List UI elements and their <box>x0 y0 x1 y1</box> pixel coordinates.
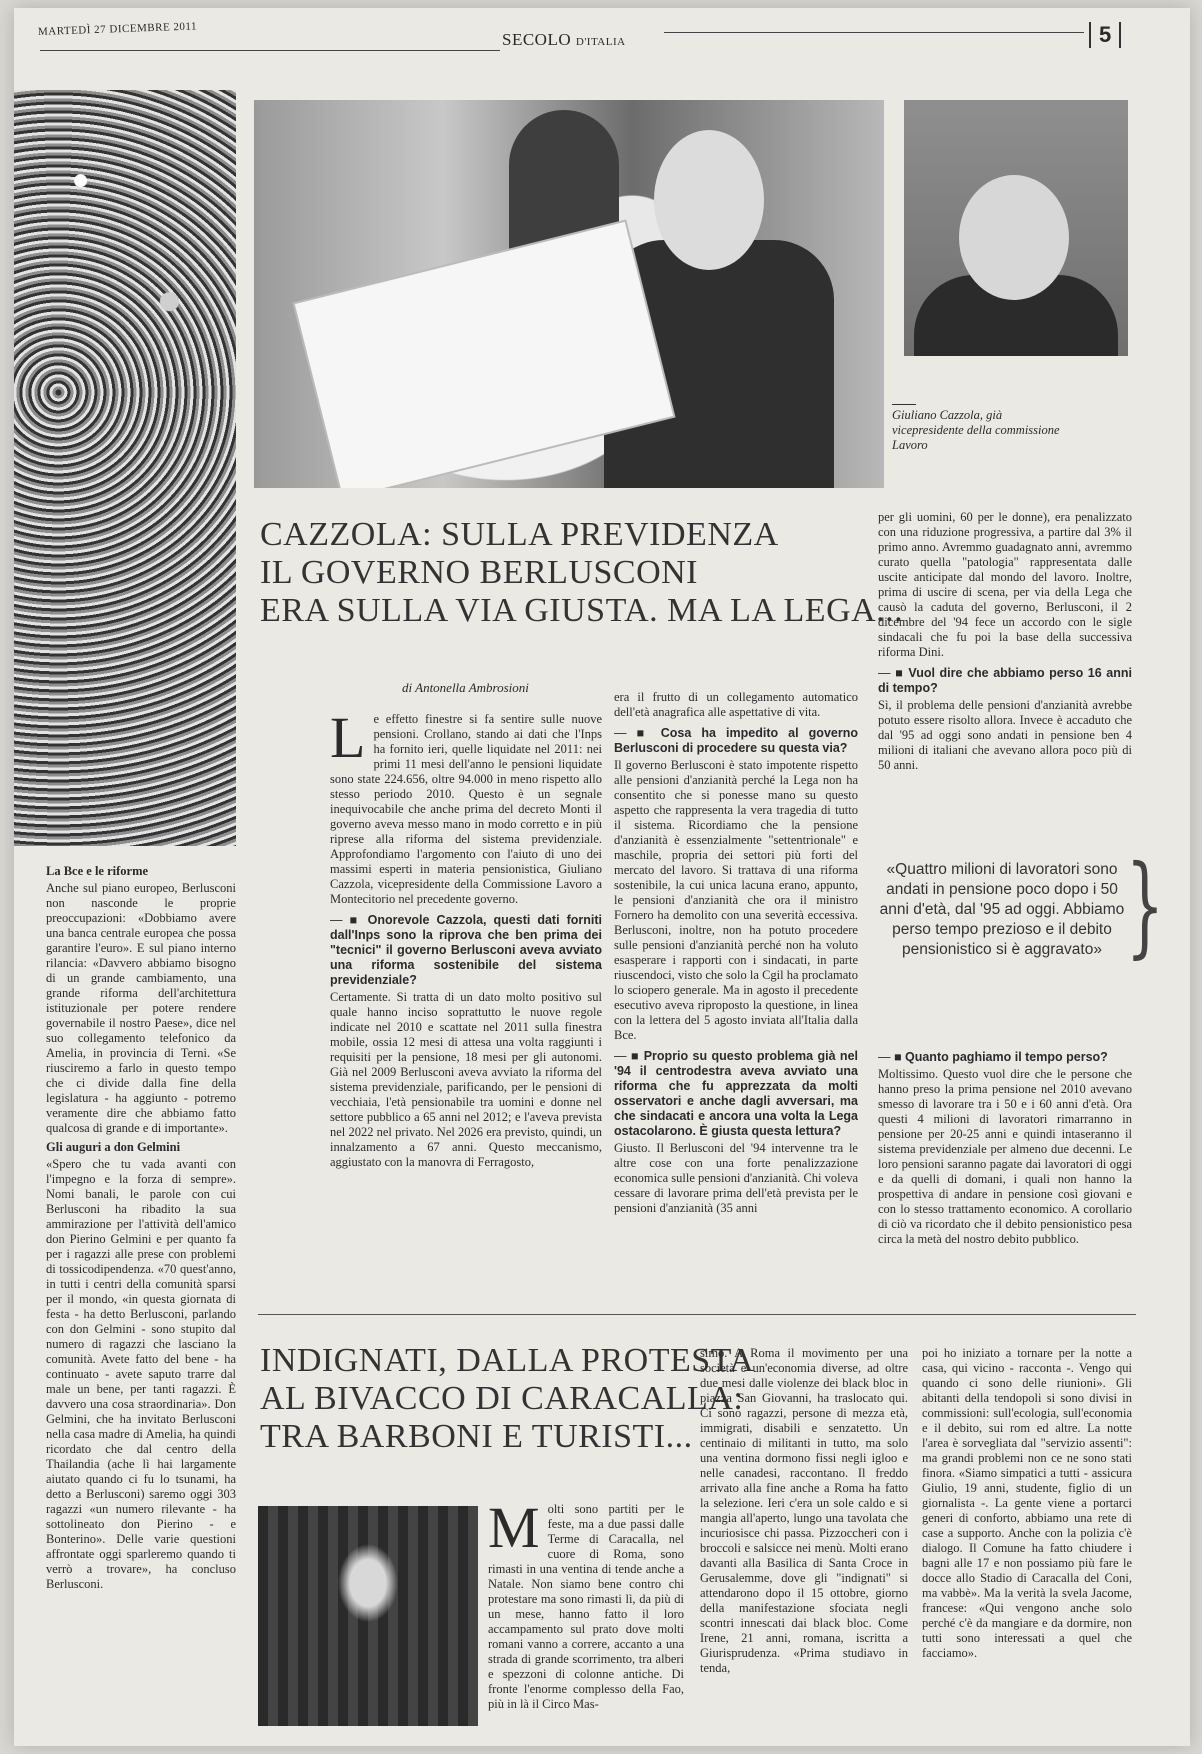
headline-line: AL BIVACCO DI CARACALLA: <box>260 1380 744 1417</box>
crowd-photo <box>14 90 236 846</box>
cazzola-portrait <box>904 100 1128 356</box>
article-paragraph: e effetto finestre si fa sentire sulle nuove pensioni. Crollano, stando ai dati che l'Inps ha fornito ieri, quelle liquidate nel 2011: nei primi 11 mesi dell'anno le pensioni liquidate sono state 224.656, oltre 94.000 in meno rispetto allo stesso periodo 2010. Questo è un segnale inequivocabile che anche prima del decreto Monti il governo aveva messo mano in modo corretto e in più riprese alla riforma del sistema previdenziale. Approfondiamo l'argomento con l'aiuto di uno dei massimi esperti in materia pensionistica, Giuliano Cazzola, vicepresidente della Commissione Lavoro a Montecitorio nel precedente governo. <box>330 712 602 906</box>
article1-column-3-bottom <box>878 1044 1132 1249</box>
interview-question: — ■ Vuol dire che abbiamo perso 16 anni di tempo? <box>878 666 1132 696</box>
newspaper-page <box>14 8 1190 1746</box>
page-number: 5 <box>1089 22 1121 48</box>
photo-caption: Giuliano Cazzola, già vicepresidente della commissione Lavoro <box>892 408 1060 452</box>
left-subhead-bce: La Bce e le riforme <box>46 864 149 878</box>
article-paragraph: Sì, il problema delle pensioni d'anzianità avrebbe potuto essere risolto allora. Invece è accaduto che dal '95 ad oggi sono andati in pensione ben 4 milioni di italiani che avevano allora poco più di 50 anni. <box>878 698 1132 772</box>
dropcap: L <box>330 705 366 770</box>
caption-rule <box>892 404 916 405</box>
headline-line: CAZZOLA: SULLA PREVIDENZA <box>260 516 779 553</box>
night-camp-photo <box>258 1506 478 1726</box>
newspaper-title-small: D'ITALIA <box>575 36 626 48</box>
section-divider <box>258 1314 1136 1315</box>
newspaper-title <box>502 30 626 50</box>
pull-quote: «Quattro milioni di lavoratori sono andati in pensione poco dopo i 50 anni d'età, dal '95 ad oggi. Abbiamo perso tempo prezioso e il debito pensionistico si è aggravato» <box>879 861 1125 958</box>
article1-headline <box>260 516 903 630</box>
article-paragraph: era il frutto di un collegamento automatico dell'età anagrafica alle aspettative di vita. <box>614 690 858 719</box>
headline-line: INDIGNATI, DALLA PROTESTA <box>260 1342 755 1379</box>
issue-date: MARTEDÌ 27 DICEMBRE 2011 <box>37 20 198 38</box>
woman-reading-photo <box>254 100 884 488</box>
article2-column-2 <box>700 1346 908 1678</box>
left-paragraph: «Spero che tu vada avanti con l'impegno e la forza di sempre». Nomi banali, le parole con cui Berlusconi ha ribadito la sua ammirazione per l'attività dell'amico don Pierino Gelmini e per quanto fa per i ragazzi alle prese con problemi di tossicodipendenza. «70 quest'anno, in tutti i centri della comunità sparsi per il mondo, «in questa giornata di festa - ha detto Berlusconi, parlando con don Gelmini - sono stupito dal numero di ragazzi che lasciano la comunità. Avete fatto del bene - ha continuato - avete saputo trarre dal male un bene, per tanti ragazzi. È davvero una cosa straordinaria». Don Gelmini, che ha invitato Berlusconi nella casa madre di Amelia, ha quindi ricordato che dal centro della Thailandia (ache lì hai largamente aiutato quando ci fu lo tsunami, ha detto a Berlusconi) saremo oggi 303 ragazzi «un numero rilevante - ha sottolineato don Pierino - e Bonterino». Delle varie questioni affrontate oggi sparleremo quando ti verrò a trovare», ha concluso Berlusconi. <box>46 1157 236 1591</box>
interview-question: — ■ Cosa ha impedito al governo Berlusconi di procedere su questa via? <box>614 726 858 756</box>
article-paragraph: poi ho iniziato a tornare per la notte a casa, qui vicino - racconta -. Vengo qui quando ci sono delle riunioni». Gli abitanti della tendopoli si sono divisi in commissioni: sull'ecologia, sull'economia e il debito, sui rom ed altre. La notte l'area è sorvegliata dal "servizio assenti": ma grandi problemi non ce ne sono stati finora. «Siamo simpatici a tutti - assicura Giulio, 19 anni, studente, figlio di un giornalista -. La gente viene a portarci generi di conforto, abbiamo una rete di case a supporto. Anche con la polizia c'è dialogo. Il Comune ha fatto chiudere i bagni alle 17 e non possiamo più fare le docce allo Stadio di Caracalla del Coni, ma vabbè». Ma la verità la svela Jacome, francese: «Qui vengono anche solo perché c'è da mangiare e da dormire, non tutti sono interessati a quel che facciamo». <box>922 1346 1132 1660</box>
article-paragraph: Certamente. Si tratta di un dato molto positivo sul quale hanno inciso soprattutto le nuove regole indicate nel 2010 e scattate nel 2011 sulla finestra mobile, ossia 12 mesi di attesa una volta raggiunti i requisiti per la pensione, 18 mesi per gli autonomi. Già nel 2009 Berlusconi aveva avviato la riforma del sistema previdenziale, parificando, per le pensioni di vecchiaia, l'età pensionabile tra uomini e donne nel settore pubblico a 65 anni nel 2012; e l'aveva prevista nel 2022 nel privato. Nel 2026 era previsto, quindi, un innalzamento a 67 anni. Questo meccanismo, aggiustato con la manovra di Ferragosto, <box>330 990 602 1169</box>
headline-line: ERA SULLA VIA GIUSTA. MA LA LEGA... <box>260 592 904 629</box>
header-rule-left <box>40 50 500 51</box>
article-paragraph: olti sono partiti per le feste, ma a due passi dalle Terme di Caracalla, nel cuore di Roma, sono rimasti in una ventina di tende anche a Natale. Non siamo bene contro chi protestare ma sono rimasti lì, da più di un mese, hanno fatto il loro accampamento sul prato dove molti romani vanno a correre, accanto a una strada di grande scorrimento, tra alberi e spezzoni di colonne antiche. Di fronte l'enorme complesso della Fao, più in là il Circo Mas- <box>488 1502 684 1711</box>
portrait-head <box>959 175 1069 300</box>
article1-column-1 <box>330 705 602 1172</box>
left-subhead-gelmini: Gli auguri a don Gelmini <box>46 1140 181 1154</box>
article-paragraph: Moltissimo. Questo vuol dire che le persone che hanno preso la prima pensione nel 2010 avevano smesso di lavorare tra i 50 e i 60 anni d'età. Ora questi 4 milioni di lavoratori rimarranno in pensione per 20-25 anni e quindi intaseranno il sistema previdenziale per almeno due decenni. Le loro pensioni saranno pagate dai lavoratori di oggi e da quelli di domani, i quali non hanno la prospettiva di andare in pensione così giovani e con lo stesso trattamento economico. A corollario di ciò va ricordato che il debito pensionistico pesa circa la metà del nostro debito pubblico. <box>878 1067 1132 1246</box>
newspaper-title-main: SECOLO <box>502 30 572 49</box>
byline: di Antonella Ambrosioni <box>402 680 529 695</box>
interview-question: — ■ Proprio su questo problema già nel '94 il centrodestra aveva avviato una riforma che fu apprezzata da molti osservatori e anche dagli avversari, ma che sindacati e ancora una volta la Lega ostacolarono. È giusta questa lettura? <box>614 1049 858 1139</box>
left-paragraph: Anche sul piano europeo, Berlusconi non nasconde le proprie preoccupazioni: «Dobbiamo avere una banca centrale europea che possa garantire l'euro». E sul piano interno rilancia: «Davvero abbiamo bisogno di un grande cambiamento, una grande riforma dell'architettura istituzionale per potere rendere governabile il nostro Paese», dice nel suo collegamento telefonico da Amelia, in provincia di Terni. «Se riusciremo a farlo in questo tempo che ci divide dalla fine della legislatura - ha aggiunto - potremo veramente dire che abbiamo fatto qualcosa di grande e di importante». <box>46 881 236 1135</box>
woman-head <box>654 130 764 270</box>
article1-column-2 <box>614 690 858 1218</box>
dropcap: M <box>488 1495 540 1560</box>
headline-line: IL GOVERNO BERLUSCONI <box>260 554 699 591</box>
left-column <box>46 860 236 1594</box>
article2-headline <box>260 1342 754 1456</box>
article1-column-3 <box>878 510 1132 775</box>
interview-question: — ■ Quanto paghiamo il tempo perso? <box>878 1050 1132 1065</box>
article-paragraph: Il governo Berlusconi è stato impotente rispetto alle pensioni d'anzianità perché la Lega non ha consentito che si ponesse mano su questo aspetto che rappresenta la vera tragedia di tutto il sistema. Ricordiamo che la pensione d'anzianità è essenzialmente "settentrionale" e maschile, propria dei settori più forti del mercato del lavoro. Si trattava di una riforma sostenibile, la cui unica lacuna erano, appunto, le pensioni d'anzianità che ora il ministro Fornero ha demolito con una severità eccessiva. Berlusconi, inoltre, non ha potuto procedere sulle pensioni d'anzianità perché non ha voluto esasperare i rapporti con i sindacati, in parte riuscendoci, visto che solo la Cgil ha proclamato lo sciopero generale. Ma in agosto il precedente esecutivo aveva riproposto la questione, in linea con la lettera del 5 agosto inviata all'Italia dalla Bce. <box>614 758 858 1042</box>
headline-line: TRA BARBONI E TURISTI... <box>260 1418 693 1455</box>
article-paragraph: Giusto. Il Berlusconi del '94 intervenne tra le altre cose con una forte penalizzazione economica sulle pensioni d'anzianità. Chi voleva cessare di lavorare prima dell'età prevista per le pensioni d'anzianità (35 anni <box>614 1141 858 1215</box>
article2-column-3 <box>922 1346 1132 1663</box>
interview-question: — ■ Onorevole Cazzola, questi dati forniti dall'Inps sono la riprova che ben prima dei "tecnici" il governo Berlusconi aveva avviato una riforma sostenibile del sistema previdenziale? <box>330 913 602 988</box>
article-paragraph: per gli uomini, 60 per le donne), era penalizzato con una riduzione progressiva, a partire dal 3% il primo anno. Avremmo guadagnato anni, avremmo curato quella "patologia" rappresentata dalle uscite anticipate dal mondo del lavoro. Inoltre, prima di uscire di scena, per via della Lega che causò la caduta del governo, Berlusconi, il 2 dicembre del '94 fece un accordo con le sigle sindacali che fu poi la base della successiva riforma Dini. <box>878 510 1132 659</box>
pull-quote-brace: } <box>1125 841 1165 969</box>
article-paragraph: simo. A Roma il movimento per una società e un'economia diverse, ad oltre due mesi dalle violenze dei black bloc in piazza San Giovanni, ha traslocato qui. Ci sono ragazzi, persone di mezza età, immigrati, disabili e senzatetto. Un centinaio di militanti in tutto, ma solo una ventina dormono fissi negli igloo e nelle canadesi, raccontano. Il freddo arrivato alla fine anche a Roma ha fatto la selezione. Ieri c'era un sole caldo e si mangia all'aperto, lungo una tavolata che incuriosisce chi passa. Pizzoccheri con i broccoli e salsicce nei menù. Molti erano davanti alla Basilica di Santa Croce in Gerusalemme, dove gli "indignati" si attendarono dopo il 15 ottobre, giorno della manifestazione sfociata negli scontri innescati dai black bloc. Come Irene, 21 anni, romana, iscritta a Giurisprudenza. «Prima studiavo in tenda, <box>700 1346 908 1675</box>
header-rule-right <box>664 32 1084 33</box>
article2-column-1 <box>488 1495 684 1714</box>
